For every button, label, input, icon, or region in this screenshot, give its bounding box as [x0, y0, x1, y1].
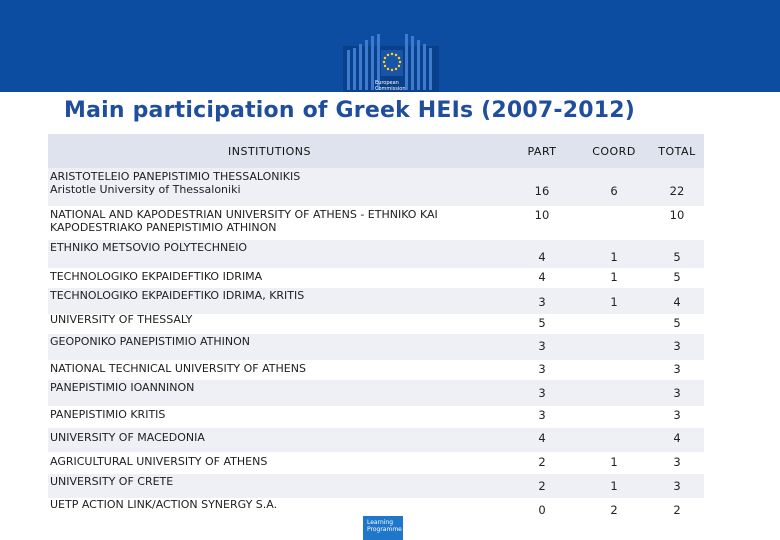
institution-name: TECHNOLOGIKO EKPAIDEFTIKO IDRIMA, KRITIS	[50, 289, 305, 302]
cell-coord: 2	[610, 503, 618, 517]
cell-coord: 6	[610, 184, 618, 198]
logo-text-line1: European	[375, 80, 399, 86]
header-total: TOTAL	[658, 145, 696, 158]
institution-name: PANEPISTIMIO KRITIS	[50, 408, 166, 421]
institution-name-cont: KAPODESTRIAKO PANEPISTIMIO ATHINON	[50, 221, 277, 234]
institution-name: TECHNOLOGIKO EKPAIDEFTIKO IDRIMA	[50, 270, 263, 283]
table-row	[48, 360, 704, 380]
table-row	[48, 428, 704, 452]
table-row	[48, 288, 704, 314]
cell-total: 5	[673, 316, 681, 330]
table-row	[48, 314, 704, 334]
cell-part: 3	[538, 295, 546, 309]
lp-logo-line2: Programme	[367, 526, 402, 533]
cell-part: 2	[538, 455, 546, 469]
cell-part: 3	[538, 339, 546, 353]
logo-text	[375, 80, 406, 92]
cell-part: 4	[538, 270, 546, 284]
header-institutions: INSTITUTIONS	[228, 145, 312, 158]
cell-total: 3	[673, 408, 681, 422]
cell-total: 10	[669, 208, 685, 222]
cell-total: 22	[669, 184, 685, 198]
cell-part: 5	[538, 316, 546, 330]
cell-coord: 1	[610, 479, 618, 493]
header-part: PART	[527, 145, 557, 158]
cell-total: 5	[673, 270, 681, 284]
row-institution	[50, 208, 438, 234]
table-row	[48, 498, 704, 518]
table-row	[48, 380, 704, 406]
cell-coord: 1	[610, 270, 618, 284]
table-row	[48, 452, 704, 474]
page-title: Main participation of Greek HEIs (2007-2012)	[64, 98, 636, 123]
institution-name: PANEPISTIMIO IOANNINON	[50, 381, 195, 394]
cell-total: 4	[673, 295, 681, 309]
header-coord: COORD	[592, 145, 636, 158]
institution-name-en: Aristotle University of Thessaloniki	[50, 183, 241, 196]
cell-part: 3	[538, 386, 546, 400]
table-row	[48, 474, 704, 498]
table-row	[48, 168, 704, 206]
table-row	[48, 240, 704, 268]
cell-total: 2	[673, 503, 681, 517]
institution-name: ETHNIKO METSOVIO POLYTECHNEIO	[50, 241, 248, 254]
table-row	[48, 334, 704, 360]
cell-part: 0	[538, 503, 546, 517]
institution-name: AGRICULTURAL UNIVERSITY OF ATHENS	[50, 455, 268, 468]
cell-part: 3	[538, 408, 546, 422]
table-row	[48, 268, 704, 288]
institution-name: GEOPONIKO PANEPISTIMIO ATHINON	[50, 335, 251, 348]
institution-name: NATIONAL TECHNICAL UNIVERSITY OF ATHENS	[50, 362, 306, 375]
cell-part: 10	[534, 208, 550, 222]
cell-coord: 1	[610, 250, 618, 264]
logo-text-line2: Commission	[375, 86, 406, 92]
table-row	[48, 206, 704, 240]
table-header-row	[48, 134, 704, 168]
cell-total: 3	[673, 455, 681, 469]
cell-total: 3	[673, 339, 681, 353]
institution-name: UNIVERSITY OF MACEDONIA	[50, 431, 205, 444]
cell-coord: 1	[610, 455, 618, 469]
cell-total: 5	[673, 250, 681, 264]
cell-part: 2	[538, 479, 546, 493]
cell-coord: 1	[610, 295, 618, 309]
institution-name: ARISTOTELEIO PANEPISTIMIO THESSALONIKIS	[50, 170, 301, 183]
institution-name: UNIVERSITY OF CRETE	[50, 475, 174, 488]
cell-total: 3	[673, 479, 681, 493]
cell-total: 3	[673, 362, 681, 376]
cell-part: 4	[538, 250, 546, 264]
institution-name: UNIVERSITY OF THESSALY	[50, 313, 193, 326]
table-row	[48, 406, 704, 428]
header-banner	[0, 0, 780, 92]
cell-total: 3	[673, 386, 681, 400]
cell-total: 4	[673, 431, 681, 445]
cell-part: 3	[538, 362, 546, 376]
cell-part: 4	[538, 431, 546, 445]
lp-logo-line1: Learning	[367, 519, 394, 526]
title-area	[52, 95, 780, 135]
row-institution	[50, 170, 300, 196]
cell-part: 16	[534, 184, 550, 198]
institution-name: NATIONAL AND KAPODESTRIAN UNIVERSITY OF ATHENS - ETHNIKO KAI	[50, 208, 438, 221]
lifelong-learning-logo	[363, 516, 403, 540]
institution-name: UETP ACTION LINK/ACTION SYNERGY S.A.	[50, 498, 278, 511]
